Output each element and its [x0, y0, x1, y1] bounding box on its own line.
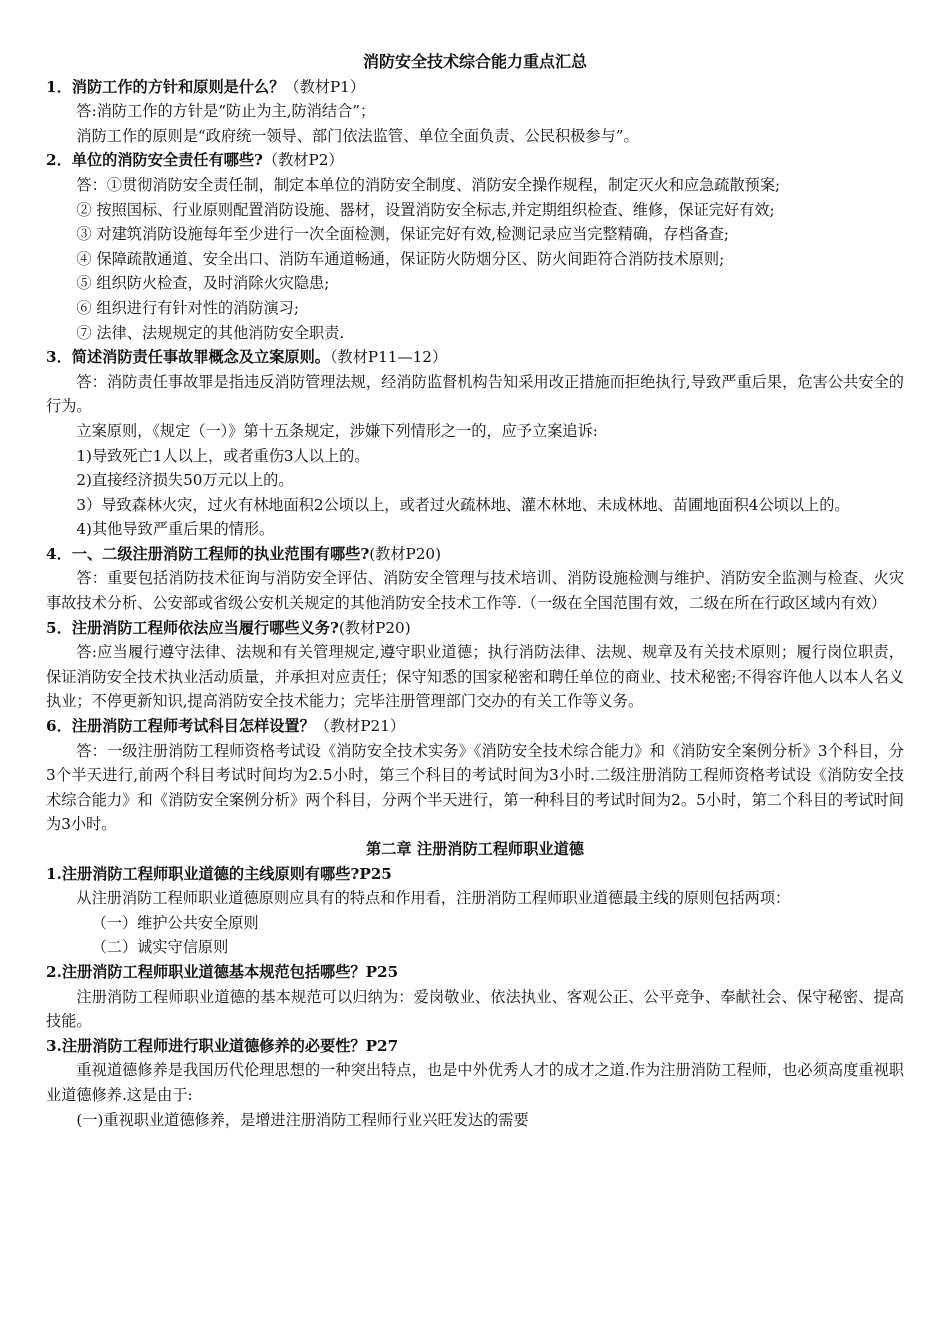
- question-text: 3．简述消防责任事故罪概念及立案原则。: [46, 348, 330, 367]
- list-item: （二）诚实守信原则: [91, 938, 229, 957]
- chapter2-question-1: 1.注册消防工程师职业道德的主线原则有哪些?P25: [46, 864, 392, 883]
- answer-line: 消防工作的原则是“政府统一领导、部门依法监管、单位全面负责、公民积极参与”。: [76, 126, 639, 145]
- question-1: [46, 75, 904, 100]
- question-text: 1．消防工作的方针和原则是什么？: [46, 77, 285, 96]
- question-3: [46, 345, 904, 370]
- source-ref: （教材P21）: [314, 717, 406, 736]
- list-item: （一）维护公共安全原则: [91, 913, 259, 932]
- source-ref: （教材P2）: [262, 151, 344, 170]
- answer-line: 答：消防责任事故罪是指违反消防管理法规，经消防监督机构告知采用改正措施而拒绝执行,导致严重后果，危害公共安全的行为。: [46, 372, 904, 416]
- answer-line: ④ 保障疏散通道、安全出口、消防车通道畅通，保证防火防烟分区、防火间距符合消防技术原则;: [76, 249, 725, 268]
- question-6: [46, 714, 904, 739]
- answer-line: 注册消防工程师职业道德的基本规范可以归纳为：爱岗敬业、依法执业、客观公正、公平竞争、奉献社会、保守秘密、提高技能。: [46, 987, 904, 1031]
- question-4: [46, 542, 904, 567]
- question-text: 6．注册消防工程师考试科目怎样设置？: [46, 717, 315, 736]
- answer-line: 答:应当履行遵守法律、法规和有关管理规定,遵守职业道德；执行消防法律、法规、规章及有关技术原则；履行岗位职责，保证消防安全技术执业活动质量，并承担对应责任；保守知悉的国家秘密和聘任单位的商业、技术秘密;不得容许他人以本人名义执业；不停更新知识,提高消防安全技术能力；完毕注册管理部门交办的有关工作等义务。: [46, 643, 904, 711]
- chapter-heading: 第二章 注册消防工程师职业道德: [366, 840, 584, 858]
- source-ref: （教材P11—12）: [329, 348, 448, 367]
- answer-line: 从注册消防工程师职业道德原则应具有的特点和作用看，注册消防工程师职业道德最主线的原则包括两项：: [76, 889, 791, 908]
- answer-line: 答：①贯彻消防安全责任制，制定本单位的消防安全制度、消防安全操作规程，制定灭火和应急疏散预案;: [76, 175, 781, 194]
- answer-line: 2)直接经济损失50万元以上的。: [76, 471, 294, 490]
- answer-line: 答:消防工作的方针是“防止为主,防消结合”；: [76, 102, 376, 121]
- question-text: 4．一、二级注册消防工程师的执业范围有哪些?: [46, 544, 370, 563]
- document-title: 消防安全技术综合能力重点汇总: [362, 52, 587, 71]
- question-text: 5．注册消防工程师依法应当履行哪些义务?: [46, 618, 339, 637]
- answer-line: 重视道德修养是我国历代伦理思想的一种突出特点，也是中外优秀人才的成才之道.作为注册消防工程师，也必须高度重视职业道德修养.这是由于:: [46, 1061, 904, 1104]
- chapter2-question-2: 2.注册消防工程师职业道德基本规范包括哪些？P25: [46, 962, 399, 981]
- answer-line: 3）导致森林火灾，过火有林地面积2公顷以上，或者过火疏林地、灌木林地、未成林地、苗圃地面积4公顷以上的。: [76, 495, 850, 514]
- answer-line: 答：一级注册消防工程师资格考试设《消防安全技术实务》《消防安全技术综合能力》和《消防安全案例分析》3个科目，分3个半天进行,前两个科目考试时间均为2.5小时，第三个科目的考试时间为3小时.二级注册消防工程师资格考试设《消防安全技术综合能力》和《消防安全案例分析》两个科目，分两个半天进行，第一种科目的考试时间为2。5小时，第二个科目的考试时间为3小时。: [46, 741, 904, 834]
- answer-line: 答：重要包括消防技术征询与消防安全评估、消防安全管理与技术培训、消防设施检测与维护、消防安全监测与检查、火灾事故技术分析、公安部或省级公安机关规定的其他消防安全技术工作等.（一级在全国范围有效，二级在所在行政区域内有效）: [46, 569, 904, 613]
- answer-line: 1)导致死亡1人以上，或者重伤3人以上的。: [76, 446, 370, 465]
- answer-line: 立案原则，《规定（一）》第十五条规定，涉嫌下列情形之一的，应予立案追诉:: [76, 421, 598, 440]
- question-5: [46, 616, 904, 641]
- answer-line: 4)其他导致严重后果的情形。: [76, 520, 275, 539]
- source-ref: （教材P1）: [284, 77, 366, 96]
- answer-line: ⑦ 法律、法规规定的其他消防安全职责.: [76, 323, 345, 342]
- source-ref: (教材P20): [369, 544, 441, 563]
- answer-line: ③ 对建筑消防设施每年至少进行一次全面检测，保证完好有效,检测记录应当完整精确，存档备查;: [76, 225, 730, 244]
- answer-line: ② 按照国标、行业原则配置消防设施、器材，设置消防安全标志,并定期组织检查、维修，保证完好有效;: [76, 200, 775, 219]
- answer-line: ⑤ 组织防火检查，及时消除火灾隐患;: [76, 274, 330, 293]
- answer-line: ⑥ 组织进行有针对性的消防演习;: [76, 298, 299, 317]
- source-ref: (教材P20): [338, 618, 411, 637]
- question-text: 2．单位的消防安全责任有哪些?: [46, 151, 263, 170]
- chapter2-question-3: 3.注册消防工程师进行职业道德修养的必要性？P27: [46, 1036, 399, 1055]
- answer-line: (一)重视职业道德修养，是增进注册消防工程师行业兴旺发达的需要: [76, 1110, 529, 1129]
- question-2: [46, 148, 904, 173]
